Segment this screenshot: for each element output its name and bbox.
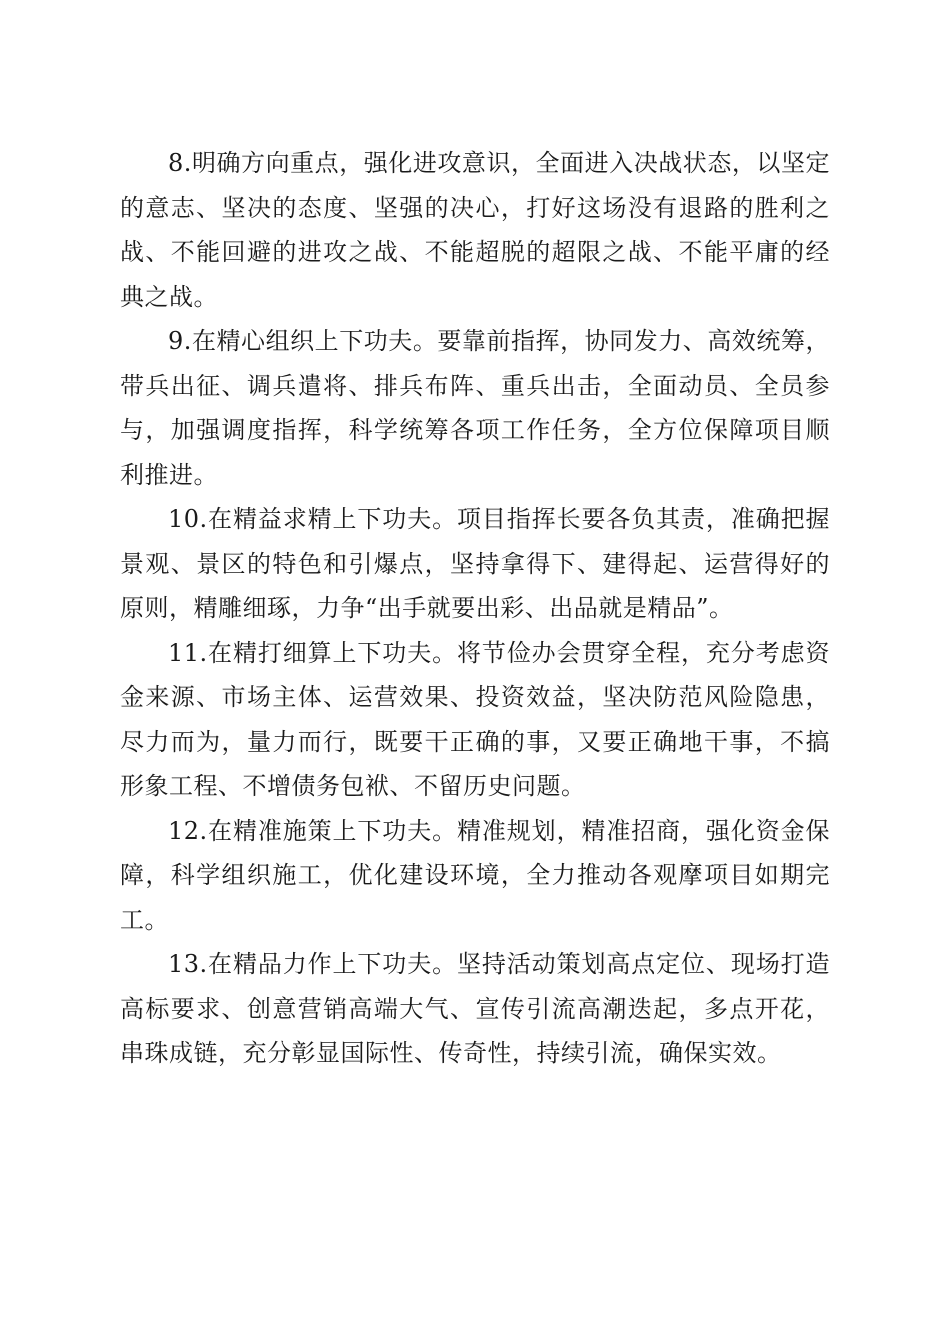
paragraph-9: 9.在精心组织上下功夫。要靠前指挥，协同发力、高效统筹，带兵出征、调兵遣将、排兵布阵、重兵出击，全面动员、全员参与，加强调度指挥，科学统筹各项工作任务，全方位保障项目顺利推进。 <box>120 327 830 489</box>
document-body <box>120 141 830 1076</box>
paragraph-11: 11.在精打细算上下功夫。将节俭办会贯穿全程，充分考虑资金来源、市场主体、运营效果、投资效益，坚决防范风险隐患，尽力而为，量力而行，既要干正确的事，又要正确地干事，不搞形象工程、不增债务包袱、不留历史问题。 <box>120 638 830 800</box>
paragraph-12: 12.在精准施策上下功夫。精准规划，精准招商，强化资金保障，科学组织施工，优化建设环境，全力推动各观摩项目如期完工。 <box>120 816 830 934</box>
paragraph-8: 8.明确方向重点，强化进攻意识，全面进入决战状态，以坚定的意志、坚决的态度、坚强的决心，打好这场没有退路的胜利之战、不能回避的进攻之战、不能超脱的超限之战、不能平庸的经典之战。 <box>120 149 830 311</box>
paragraph-10: 10.在精益求精上下功夫。项目指挥长要各负其责，准确把握景观、景区的特色和引爆点，坚持拿得下、建得起、运营得好的原则，精雕细琢，力争“出手就要出彩、出品就是精品”。 <box>120 505 830 622</box>
paragraph-13: 13.在精品力作上下功夫。坚持活动策划高点定位、现场打造高标要求、创意营销高端大气、宣传引流高潮迭起，多点开花，串珠成链，充分彰显国际性、传奇性，持续引流，确保实效。 <box>120 950 830 1067</box>
